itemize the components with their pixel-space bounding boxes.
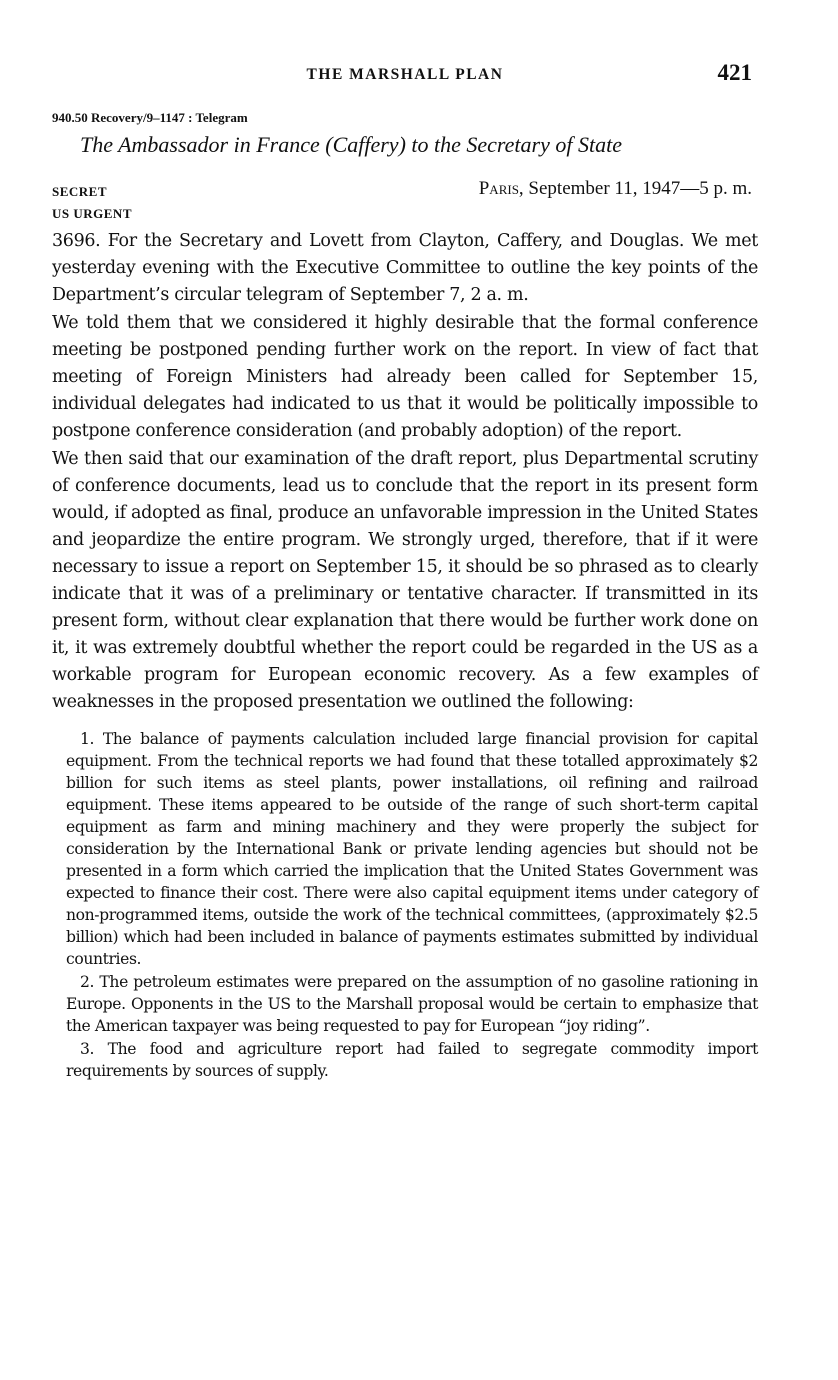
priority-label: US URGENT	[52, 206, 132, 221]
classification-label: SECRET	[52, 184, 108, 199]
list-item: 2. The petroleum estimates were prepared on the assumption of no gasoline rationing in Europe. Opponents in the US to the Marshall proposal would be certain to emphasize that the American taxpayer was being requested to pay for European “joy riding”.	[66, 973, 758, 1035]
body-paragraph: 3696. For the Secretary and Lovett from Clayton, Caffery, and Douglas. We met yesterday evening with the Executive Committee to outline the key points of the Department’s circular telegram of September 7, 2 a. m.	[52, 231, 758, 305]
document-title: The Ambassador in France (Caffery) to the Secretary of State	[80, 132, 622, 157]
list-item: 1. The balance of payments calculation included large financial provision for capital equipment. From the technical reports we had found that these totalled approximately $2 billion for such items as steel plants, power installations, oil refining and railroad equipment. These items appeared to be outside of the range of such short-term capital equipment as farm and mining machinery and they were properly the subject for consideration by the International Bank or private lending agencies but should not be presented in a form which carried the implication that the United States Government was expected to finance their cost. There were also capital equipment items under category of non-programmed items, outside the work of the technical committees, (approximately $2.5 billion) which had been included in balance of payments estimates submitted by individual countries.	[66, 730, 758, 968]
telegram-meta	[52, 178, 758, 204]
page-number: 421	[717, 60, 752, 85]
weakness-list	[52, 728, 758, 1082]
list-item: 3. The food and agriculture report had failed to segregate commodity import requirements by sources of supply.	[66, 1040, 758, 1080]
body-paragraph: We then said that our examination of the draft report, plus Departmental scrutiny of conference documents, lead us to conclude that the report in its present form would, if adopted as final, produce an unfavorable impression in the United States and jeopardize the entire program. We strongly urged, therefore, that if it were necessary to issue a report on September 15, it should be so phrased as to clearly indicate that it was of a preliminary or tentative character. If transmitted in its present form, without clear explanation that there would be further work done on it, it was extremely doubtful whether the report could be regarded in the US as a workable program for European economic recovery. As a few examples of weaknesses in the proposed presentation we outlined the following:	[52, 449, 758, 712]
running-title: THE MARSHALL PLAN	[306, 66, 504, 83]
dateline-date: , September 11, 1947—5 p. m.	[518, 178, 752, 199]
dateline-place: Paris	[478, 178, 519, 199]
document-page	[52, 60, 758, 1082]
body-paragraph: We told them that we considered it highly desirable that the formal conference meeting be postponed pending further work on the report. In view of fact that meeting of Foreign Ministers had already been called for September 15, individual delegates had indicated to us that it would be politically impossible to postpone conference consideration (and probably adoption) of the report.	[52, 313, 758, 441]
file-reference: 940.50 Recovery/9–1147 : Telegram	[52, 110, 248, 125]
running-header	[52, 60, 758, 94]
dateline	[479, 178, 752, 200]
